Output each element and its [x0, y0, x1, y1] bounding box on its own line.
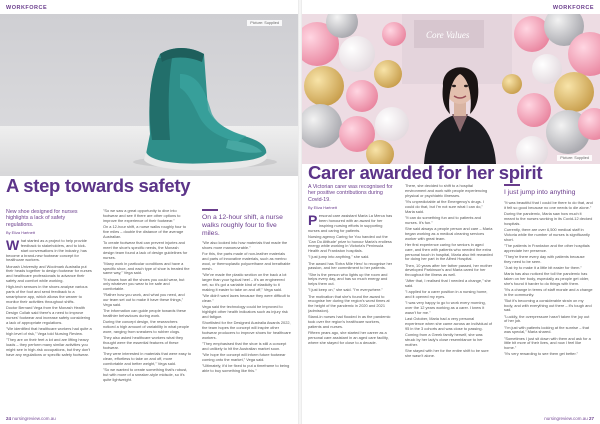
paragraph: "It's very rewarding to see them get better." [504, 351, 579, 357]
drop-cap: P [308, 211, 318, 228]
paragraph: During the concept design, the researchers noticed a high amount of variability in what people wore, ranging from sneakers to rubber clogs. [103, 319, 190, 335]
page-number [544, 416, 594, 421]
paragraph: "Many work in particular conditions and have a specific shoe, and each type of shoe is treated the same way," Vega said. [103, 260, 190, 276]
headline: Carer awarded for her spirit [308, 162, 543, 183]
paragraph: They were interested in materials that were easy to clean, effortless to take on and off, more comfortable and better weight," Vega said. [103, 351, 192, 366]
paragraph: The information can guide people towards these healthier behaviours during work. [103, 308, 187, 319]
byline: By Eliza Hartnett [308, 204, 337, 210]
paragraph: For this, the parts made of non-leather materials and parts of innovative materials, such as merino wool, or thermoplastic polyurethane and breathable mesh. [202, 251, 291, 272]
paragraph: "I applied for a carer position in a nursing home, and it opened my eyes. [405, 289, 488, 300]
paragraph: "I just jump into anything," she said. [308, 254, 370, 260]
shoe-illustration [0, 14, 298, 176]
standfirst: New shoe designed for nurses highlights a lack of safety regulations. [6, 209, 78, 228]
paragraph-text: ersonal care assistant Maria La Merca has been honoured with an award for her inspiring nursing efforts in supporting nurses and caring for patients. [308, 212, 393, 233]
paragraph: "We also looked into how materials that made the shoes more manoeuvrable." [202, 240, 288, 251]
paragraph: On a 12-hour shift, a nurse walks roughly four to five miles – double the distance of the average Australian. [103, 223, 187, 239]
drop-cap: W [6, 236, 20, 253]
page-site: nursingreview.com.au [544, 416, 588, 421]
paragraph: "It can do something fun and to patients and nurses. It's fun." [405, 214, 482, 225]
paragraph: "They are on their feet a lot and are lifting heavy loads – they perform many similar activities you might see in high-risk occupations, but they don't have any regulations or specific safety footwear. [6, 336, 91, 357]
paragraph: "It shows how all the shoes you could wear, but only whatever you wear to be safe and comfortable. [103, 276, 185, 292]
body-column-1 [308, 184, 394, 347]
shoe-photo [0, 14, 298, 176]
paragraph: "They emphasised that the shoe is still a concept and unlikely to hit the Australian market soon. [202, 340, 287, 351]
paragraph: Fifteen years ago, she started her career as a personal care assistant in an aged care facility, where she stayed for close to a decade. [308, 330, 389, 346]
body-column-2 [405, 184, 493, 360]
paragraph: "After that, I realised that I needed a change," she said. [405, 278, 491, 289]
byline: By Eliza Hartnett [6, 229, 35, 235]
page-number-value: 24 [6, 416, 12, 421]
paragraph: "Rather how you work, and what you need, and our team set out to make it have these things," Vega said. [103, 292, 185, 308]
paragraph: "I'm just with patients looking at the sunrise – that was special," Maria shared. [504, 324, 589, 335]
paragraph: During the pandemic, Maria saw how much it meant to the nurses working in its Covid-12 decked hospitals. [504, 210, 593, 226]
paragraph: Stand-in nurses had flooded in as the pandemic took over the region's healthcare workers, patients and nurses. [308, 314, 391, 330]
standfirst: A Victorian carer was recognised for her positive contributions during Covid-19. [308, 184, 393, 203]
paragraph: They also asked healthcare workers what they thought were the essential features of these footwear. [103, 335, 184, 351]
paragraph: "It's unpredictable at the Emergency's drugs. I could do that, but I'm not sure what I can do," Maria said. [405, 198, 484, 214]
paragraph: To create footwear that can prevent injuries and meet the shoe's specific needs, the Monash design team found a lack of design guidelines for nurses. [103, 239, 188, 260]
paragraph: "Just try to make it a little bit easier for them." [504, 264, 582, 270]
paragraph: "We didn't want laces because they were difficult to clean." [202, 293, 291, 303]
paragraph: "So we saw a great opportunity to dive into footwear and see if there are other options to improve the experience of their footwear." [103, 208, 181, 223]
paragraph: "They're there every day with patients because they need to be seen. [504, 253, 585, 264]
paragraph: "She is the person who lights up the room and helps every day, and has so much energy and helps them out. [308, 271, 388, 287]
paragraph: "It's a change in terms of staff morale and a change in the community. [504, 286, 593, 297]
paragraph: "Luckily, the overpressure hasn't taken the joy out of her job. [504, 313, 590, 324]
pull-quote: I just jump into anything [504, 184, 593, 197]
paragraph: Currently, there are over 6,500 medical staff in Victoria while the number of nurses is significantly short. [504, 226, 590, 242]
paragraph: Coming from a Greek family herself, she was struck by her lady's close resemblance to her mother. [405, 332, 483, 348]
paragraph: She stayed with her for the entire shift to be sure she wasn't alone. [405, 348, 489, 359]
paragraph: High-tech sensors in the shoes analyse various parts of the foot and send feedback to a smartphone app, which allows the wearer to monitor their activities throughout shifts. [6, 284, 88, 305]
paragraph: "Sometimes I just sit down with them and ask for a little bit more of their lives, and now I feel like home." [504, 335, 591, 351]
paragraph: "Ultimately, it'd be fixed to put a timeframe to being able to buy something like this." [202, 362, 290, 373]
photo-credit: Picture: Supplied [247, 20, 282, 26]
paragraph: "I just keep on," she said. "I'm everywhere." [308, 287, 383, 293]
section-label: WORKFORCE [6, 5, 48, 11]
page-number [6, 416, 56, 421]
paragraph: Maria has also noticed the toll the pandemic has taken on her body, especially as people get older, she's found it harder to do things with them. [504, 270, 590, 286]
paragraph [308, 211, 394, 234]
headline: A step towards safety [6, 175, 191, 196]
paragraph: Doctor Bernard Vega from the Monash Health Design Collab said there's a need to improve nurses' footwear and increase safety considering a lack of appropriate regulations. [6, 305, 91, 325]
paragraph: She said always a people person and care – Maria began working as a medical cleaning services worker with great team. [405, 225, 493, 241]
paragraph: The award has 'Extra Mile Hero' to recognise her passion, and her commitment to her patients. [308, 260, 393, 271]
paragraph: There, she decided to shift to a hospital environment and work with people experiencing physical or psychiatric illnesses. [405, 183, 488, 198]
paragraph: Her first experience caring for seniors in aged care, and then with patients who needed the extra personal touch in hospital, Maria also felt rewarded for doing her part in the Alfred Hospital. [405, 241, 493, 262]
paragraph: "It was beautiful that I could be there to do that, and it felt so good because no one needs to die alone." [504, 199, 593, 210]
page-site: nursingreview.com.au [12, 416, 56, 421]
photo-credit: Picture: Supplied [557, 155, 592, 161]
paragraph: "We hope the concept will inform future footwear coming onto the market," Vega said. [202, 351, 286, 362]
body-column-1 [6, 209, 92, 359]
paragraph: Monash University and Woolmark Australia put their heads together to design footwear for nurses and healthcare professionals to advance their safety and comfort while working. [6, 263, 92, 284]
section-label: WORKFORCE [552, 5, 594, 11]
paragraph: Shortlisted for the Designed Australia Awards 2022, the team hopes the concept will inspire other footwear producers to improve shoes for healthcare workers. [202, 319, 291, 340]
paragraph: Then, 10 years after her father passed, her mother developed Parkinson's and Maria cared for her throughout the illness as well. [405, 262, 493, 278]
right-page [302, 0, 600, 424]
paragraph: "But it's becoming a considerable strain on my body, and with everything out there – it's tough and sad. [504, 297, 592, 313]
banner-text: Core Values [426, 30, 470, 40]
paragraph-text: hat started as a project to help provide feedback to stakeholders, and to kick-start conversations in the industry, has become a brand-new footwear concept for healthcare workers. [6, 237, 87, 263]
carer-photo [302, 14, 600, 164]
paragraph: Vega said the technology could be improved to highlight other health indicators such as injury risk and fatigue. [202, 304, 288, 319]
paragraph: Nursing agency Caring for You handed out the 'Can Do Attitude' prize to honour Maria's endless energy while working in Victoria's Peninsula Health and Frankston hospitals. [308, 233, 392, 254]
pull-quote: On a 12-hour shift, a nurse walks roughly four to five miles. [202, 209, 291, 237]
paragraph: "I was very happy to go to work every morning, over the 12 years working as a carer. I knew it wasn't for me." [405, 300, 486, 316]
left-page [0, 0, 298, 424]
paragraph: Last October, Maria had a very personal experience when she came across an individual of 95 in the 3 cohorts and was close to passing. [405, 316, 492, 332]
body-column-3 [202, 209, 291, 375]
page-number-value: 27 [588, 416, 594, 421]
body-column-2 [103, 209, 191, 384]
paragraph [6, 236, 92, 264]
body-column-3 [504, 184, 593, 359]
paragraph: "So we wanted to create something that's robust, but with more of a sneaker-style midsole, so it's quite lightweight. [103, 367, 188, 382]
paragraph: The motivation that she's found the award to recognise her during the region's worst times at the height of the pandemic in 2020 and 2021 (admission). [308, 293, 390, 314]
paragraph: "We've made the plastic section on the back a lot larger than your typical heel – it's an engineered net, so it's got a variable kind of elasticity to it making it easier to take on and off," Vega said. [202, 272, 287, 292]
paragraph: "We identified that healthcare workers had quite a high level of risk," Vega told Nursing Review. [6, 325, 92, 336]
paragraph: "The patients in Frankston and the other hospitals appreciate her presence. [504, 242, 590, 253]
